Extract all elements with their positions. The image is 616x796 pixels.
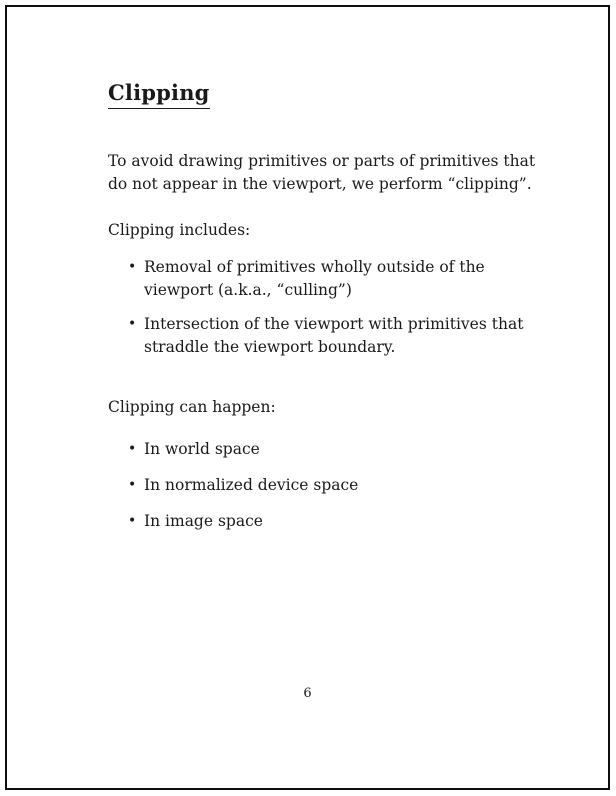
happen-heading: Clipping can happen: [108, 398, 276, 416]
bullet-icon: • [128, 316, 137, 332]
intro-line-1: To avoid drawing primitives or parts of primitives that [108, 152, 536, 170]
list-item-text [144, 438, 260, 461]
list-item [128, 256, 523, 302]
list-item-line: Intersection of the viewport with primitives that [144, 315, 524, 333]
list-item-line: In normalized device space [144, 476, 359, 494]
list-item-line: straddle the viewport boundary. [144, 338, 396, 356]
includes-list [128, 256, 523, 370]
happen-list [128, 438, 358, 546]
list-item [128, 438, 358, 461]
bullet-icon: • [128, 513, 137, 529]
page-border-frame [5, 5, 610, 790]
bullet-icon: • [128, 441, 137, 457]
page-title: Clipping [108, 80, 210, 109]
list-item-line: Removal of primitives wholly outside of the [144, 258, 485, 276]
list-item-text [144, 256, 485, 302]
list-item [128, 313, 523, 359]
intro-line-2: do not appear in the viewport, we perform “clipping”. [108, 175, 532, 193]
bullet-icon: • [128, 259, 137, 275]
intro-paragraph [108, 150, 535, 196]
bullet-icon: • [128, 477, 137, 493]
page-number: 6 [303, 686, 312, 701]
list-item-text [144, 313, 523, 359]
list-item-line: viewport (a.k.a., “culling”) [144, 281, 352, 299]
list-item-line: In image space [144, 512, 263, 530]
list-item [128, 510, 358, 533]
list-item-line: In world space [144, 440, 260, 458]
list-item-text [144, 510, 263, 533]
list-item [128, 474, 358, 497]
includes-heading: Clipping includes: [108, 221, 251, 239]
list-item-text [144, 474, 358, 497]
